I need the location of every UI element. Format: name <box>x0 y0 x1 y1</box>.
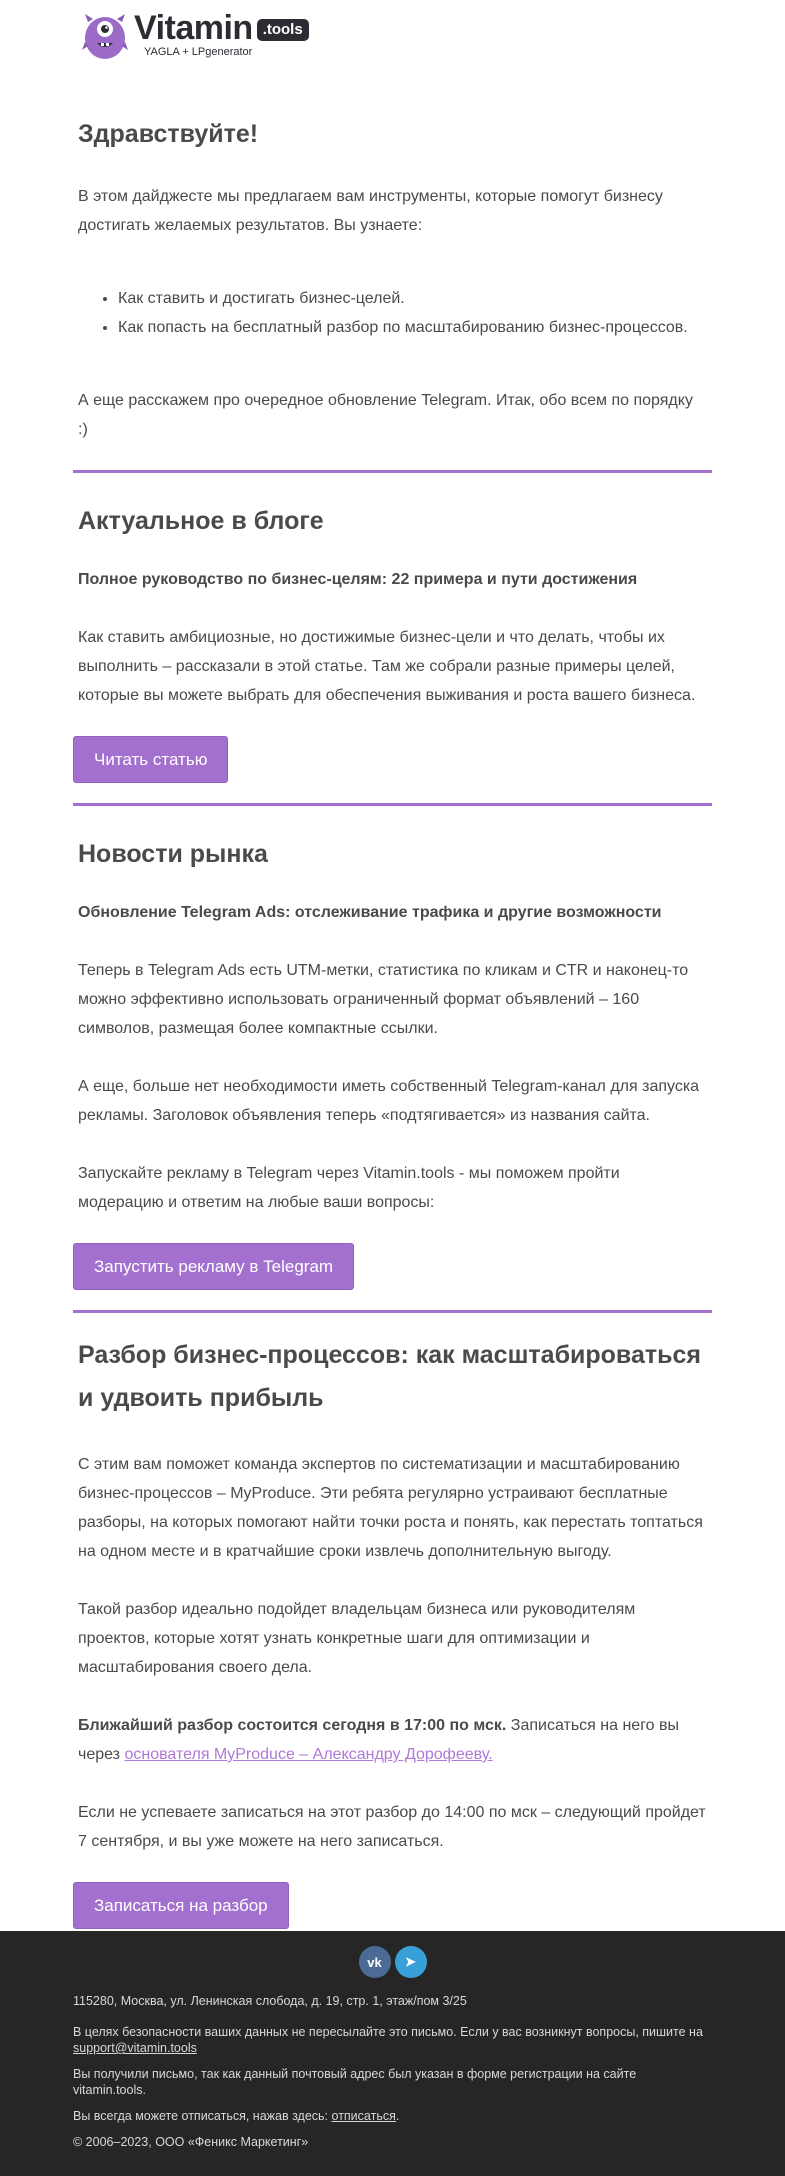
brand-name: Vitamin <box>134 9 253 47</box>
review-section <box>73 1334 712 1856</box>
brand-subtitle: YAGLA + LPgenerator <box>144 46 253 58</box>
footer-security-text: В целях безопасности ваших данных не пересылайте это письмо. Если у вас возникнут вопросы, пишите на <box>73 2025 703 2039</box>
divider <box>73 803 712 806</box>
review-paragraph-1: С этим вам поможет команда экспертов по систематизации и масштабированию бизнес-процессов – MyProduce. Эти ребята регулярно устраивают бесплатные разборы, на которых помогают найти точки роста и понять, как перестать топтаться на одном месте и в кратчайшие сроки извлечь дополнительную выгоду. <box>78 1456 703 1560</box>
footer <box>0 1931 785 2176</box>
news-heading: Новости рынка <box>78 840 268 868</box>
blog-button-wrap <box>73 736 712 783</box>
support-email-link[interactable]: support@vitamin.tools <box>73 2041 197 2055</box>
intro-bullets <box>78 284 707 342</box>
news-paragraph-1: Теперь в Telegram Ads есть UTM-метки, статистика по кликам и CTR и наконец-то можно эффективно использовать ограниченный формат объявлений – 160 символов, размещая более компактные ссылки. <box>78 962 689 1037</box>
header-logo[interactable] <box>0 0 785 72</box>
news-section <box>73 834 712 1217</box>
footer-security <box>73 2024 712 2056</box>
footer-reason: Вы получили письмо, так как данный почтовый адрес был указан в форме регистрации на сайте vitamin.tools. <box>73 2067 637 2097</box>
review-paragraph-3 <box>78 1711 707 1769</box>
unsubscribe-text: Вы всегда можете отписаться, нажав здесь: <box>73 2109 332 2123</box>
greeting-heading: Здравствуйте! <box>78 120 259 148</box>
social-links <box>0 1931 785 1980</box>
intro-outro: А еще расскажем про очередное обновление Telegram. Итак, обо всем по порядку :) <box>78 392 693 438</box>
blog-article-title: Полное руководство по бизнес-целям: 22 примера и пути достижения <box>78 571 638 588</box>
divider <box>73 1310 712 1313</box>
review-button-wrap <box>73 1882 712 1929</box>
news-button-wrap <box>73 1243 712 1290</box>
launch-telegram-ads-button[interactable]: Запустить рекламу в Telegram <box>73 1243 354 1290</box>
news-paragraph-2: А еще, больше нет необходимости иметь собственный Telegram-канал для запуска рекламы. Заголовок объявления теперь «подтягивается» из названия сайта. <box>78 1078 700 1124</box>
footer-unsubscribe <box>73 2108 712 2124</box>
list-item: • Как попасть на бесплатный разбор по масштабированию бизнес-процессов. <box>118 313 707 342</box>
signup-review-button[interactable]: Записаться на разбор <box>73 1882 289 1929</box>
review-paragraph-2: Такой разбор идеально подойдет владельцам бизнеса или руководителям проектов, которые хотят узнать конкретные шаги для оптимизации и масштабирования своего дела. <box>78 1601 636 1676</box>
unsubscribe-link[interactable]: отписаться <box>331 2109 396 2123</box>
monster-logo-icon <box>82 12 128 60</box>
review-paragraph-4: Если не успеваете записаться на этот разбор до 14:00 по мск – следующий пройдет 7 сентября, и вы уже можете на него записаться. <box>78 1804 706 1850</box>
review-heading: Разбор бизнес-процессов: как масштабироваться и удвоить прибыль <box>78 1341 701 1412</box>
review-signup-text: Записаться на него вы через <box>78 1717 680 1763</box>
footer-copyright: © 2006–2023, ООО «Феникс Маркетинг» <box>73 2135 309 2149</box>
email-body <box>0 114 785 1952</box>
intro-lead: В этом дайджесте мы предлагаем вам инструменты, которые помогут бизнесу достигать желаемых результатов. Вы узнаете: <box>78 188 663 234</box>
review-date-bold: Ближайший разбор состоится сегодня в 17:00 по мск. <box>78 1717 507 1734</box>
blog-text: Как ставить амбициозные, но достижимые бизнес-цели и что делать, чтобы их выполнить – рассказали в этой статье. Там же собрали разные примеры целей, которые вы можете выбрать для обеспечения выживания и роста вашего бизнеса. <box>78 629 696 704</box>
footer-text <box>0 1993 785 2150</box>
intro-section <box>73 114 712 444</box>
founder-link[interactable]: основателя MyProduce – Александру Дорофееву. <box>124 1746 493 1763</box>
unsubscribe-end: . <box>395 2109 400 2123</box>
blog-section <box>73 501 712 710</box>
blog-heading: Актуальное в блоге <box>78 507 324 535</box>
brand-badge: .tools <box>257 19 309 41</box>
brand-text <box>134 9 309 58</box>
news-title: Обновление Telegram Ads: отслеживание трафика и другие возможности <box>78 904 662 921</box>
read-article-button[interactable]: Читать статью <box>73 736 228 783</box>
divider <box>73 470 712 473</box>
list-item: • Как ставить и достигать бизнес-целей. <box>118 284 707 313</box>
footer-address: 115280, Москва, ул. Ленинская слобода, д. 19, стр. 1, этаж/пом 3/25 <box>73 1994 467 2008</box>
news-paragraph-3: Запускайте рекламу в Telegram через Vitamin.tools - мы поможем пройти модерацию и ответим на любые ваши вопросы: <box>78 1165 620 1211</box>
telegram-icon[interactable]: ➤ <box>395 1946 427 1978</box>
vk-icon[interactable]: vk <box>359 1946 391 1978</box>
